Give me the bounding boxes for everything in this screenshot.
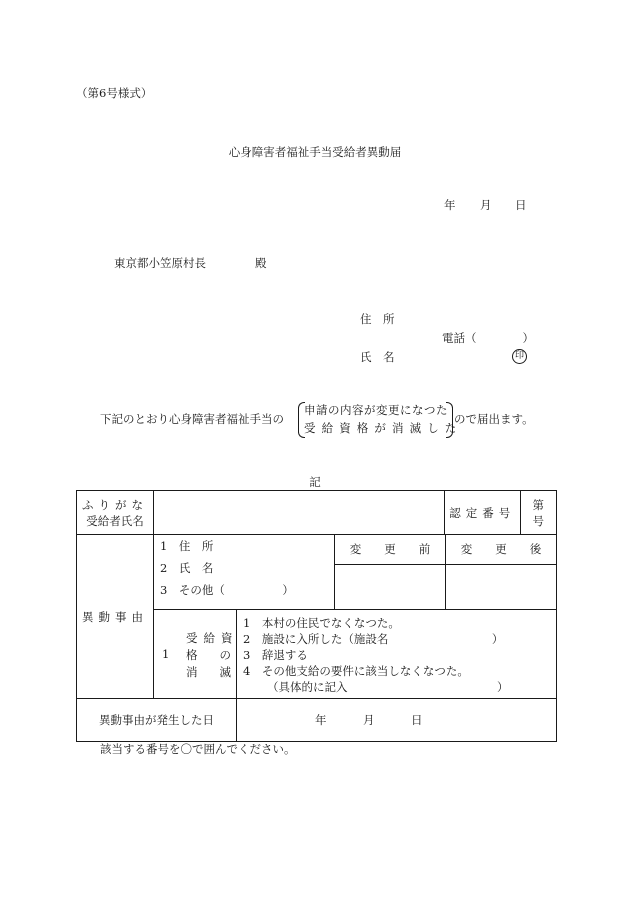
occurrence-date-field[interactable] [237,699,557,742]
after-label: 変 更 後 [446,535,557,564]
date-month-label: 月 [480,198,492,212]
cert-cell [445,491,557,535]
change-items-cell [154,535,335,610]
occurrence-day: 日 [411,713,423,727]
cert-number-field[interactable] [520,491,556,534]
date-day-label: 日 [515,198,527,212]
date-year-label: 年 [444,198,456,212]
recipient-name-label: 受給者氏名 [86,513,144,528]
loss-reason-1[interactable]: 1 本村の住民でなくなつた。 [243,616,400,630]
furigana-label: ふりがな [82,497,148,512]
loss-reasons-cell [237,610,557,699]
statement-prefix: 下記のとおり心身障害者福祉手当の [100,412,284,426]
before-field[interactable] [335,564,446,609]
before-after-cell [335,535,557,610]
seal-icon: 印 [512,349,527,364]
cert-suffix: 号 [532,513,545,528]
loss-reason-4[interactable]: 4 その他支給の要件に該当しなくなつた。 [243,664,469,678]
statement-option-2: 受給資格が消滅した [304,421,463,435]
cert-prefix: 第 [532,497,545,512]
cert-number-label: 認定番号 [445,491,520,534]
change-reason-label: 異動事由 [77,535,154,699]
footnote: 該当する番号を〇で囲んでください。 [100,742,296,756]
recipient-name-field[interactable] [154,491,445,535]
occurrence-year: 年 [315,713,327,727]
phone-label: 電話（ ） [442,331,534,345]
right-bracket [446,402,453,438]
ki-heading: 記 [309,475,321,489]
recipient-label-cell [77,491,154,535]
statement-suffix: ので届出ます。 [454,412,534,426]
before-label: 変 更 前 [335,535,446,564]
name-label: 氏 名 [360,350,395,364]
page-title: 心身障害者福祉手当受給者異動届 [228,145,402,159]
loss-label-line-2: 格の [186,648,253,662]
address-label: 住 所 [360,312,395,326]
after-field[interactable] [446,564,557,609]
loss-reason-3[interactable]: 3 辞退する [243,648,308,662]
form-number: （第6号様式） [76,86,153,100]
loss-number[interactable]: 1 [162,647,170,661]
addressee-honorific: 殿 [255,256,267,270]
change-item-address[interactable]: 1 住 所 [160,539,214,553]
loss-label-line-1: 受給資 [186,631,239,645]
addressee-name: 東京都小笠原村長 [114,256,206,270]
occurrence-month: 月 [363,713,375,727]
loss-label-cell [154,610,253,699]
occurrence-date-label: 異動事由が発生した日 [77,699,237,742]
loss-label-line-3: 消滅 [186,665,253,679]
seal-mark [512,347,527,364]
statement-option-1: 申請の内容が変更になつた [304,403,448,417]
loss-reason-detail[interactable]: （具体的に記入 ） [267,680,509,694]
loss-reason-2[interactable]: 2 施設に入所した（施設名 ） [243,632,504,646]
change-form-table [76,490,557,742]
change-item-other[interactable]: 3 その他（ ） [160,583,294,597]
change-item-name[interactable]: 2 氏 名 [160,561,214,575]
